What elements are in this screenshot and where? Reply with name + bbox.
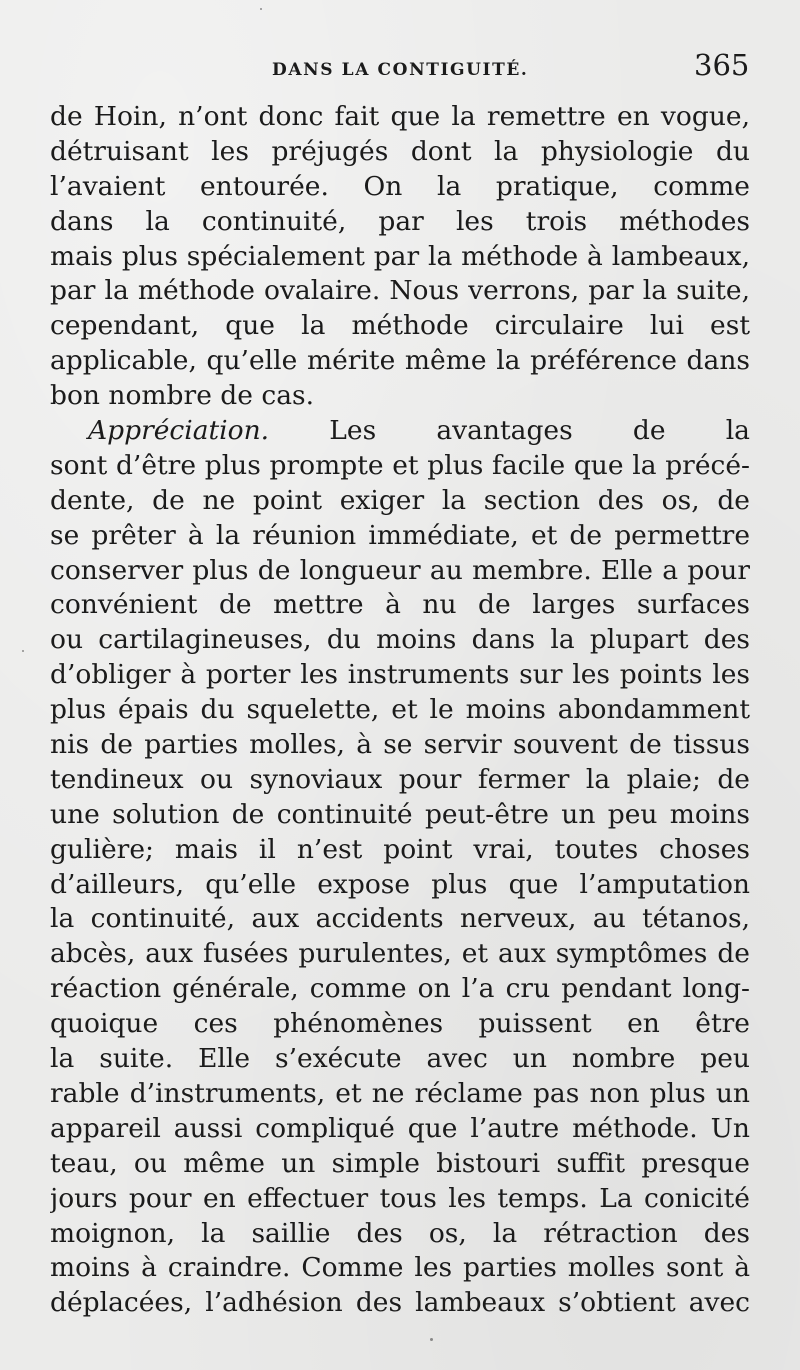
running-title: DANS LA CONTIGUITÉ. bbox=[272, 60, 529, 80]
text-line: de Hoin, n’ont donc fait que la remettre en vogue, bbox=[50, 101, 750, 132]
text-line: réaction générale, comme on l’a cru pendant long- bbox=[50, 973, 750, 1005]
text-line: moins à craindre. Comme les parties molles sont à bbox=[50, 1252, 750, 1284]
text-line: moignon, la saillie des os, la rétraction des bbox=[50, 1217, 750, 1249]
text-line: nis de parties molles, à se servir souvent de tissus bbox=[50, 729, 750, 761]
text-line: cependant, que la méthode circulaire lui est bbox=[50, 310, 750, 342]
text-line: détruisant les préjugés dont la physiologie du bbox=[50, 135, 750, 167]
text-line: d’ailleurs, qu’elle expose plus que l’amputation bbox=[50, 868, 750, 900]
text-line: applicable, qu’elle mérite même la préférence dans bbox=[50, 345, 750, 377]
text-line: par la méthode ovalaire. Nous verrons, par la suite, bbox=[50, 275, 750, 307]
text-line: l’avaient entourée. On la pratique, comme bbox=[50, 170, 750, 202]
text-line: teau, ou même un simple bistouri suffit presque bbox=[50, 1147, 750, 1179]
body-text bbox=[50, 100, 750, 1321]
text-line: convénient de mettre à nu de larges surfaces bbox=[50, 589, 750, 621]
text-line: dans la continuité, par les trois méthodes bbox=[50, 205, 750, 237]
page-header bbox=[0, 48, 800, 88]
text-line: rable d’instruments, et ne réclame pas non plus un bbox=[50, 1077, 750, 1109]
page-number: 365 bbox=[694, 48, 750, 82]
text-line: jours pour en effectuer tous les temps. La conicité bbox=[50, 1182, 750, 1214]
text-line: appareil aussi compliqué que l’autre méthode. Un bbox=[50, 1112, 750, 1144]
scan-speck bbox=[22, 650, 24, 652]
text-line: se prêter à la réunion immédiate, et de permettre bbox=[50, 519, 750, 551]
text-line: dente, de ne point exiger la section des os, de bbox=[50, 484, 750, 516]
text-line: quoique ces phénomènes puissent en être bbox=[50, 1008, 750, 1040]
text-line: sont d’être plus prompte et plus facile que la précé- bbox=[50, 449, 750, 481]
section-lead: Appréciation. bbox=[88, 415, 270, 447]
lead-rest: Les avantages de la bbox=[329, 415, 750, 447]
paragraph-start-line bbox=[50, 414, 750, 449]
text-line: la continuité, aux accidents nerveux, au tétanos, bbox=[50, 903, 750, 935]
scan-speck bbox=[260, 8, 262, 10]
text-line: d’obliger à porter les instruments sur les points les bbox=[50, 659, 750, 691]
text-line: mais plus spécialement par la méthode à lambeaux, bbox=[50, 240, 750, 272]
text-line: conserver plus de longueur au membre. Elle a pour bbox=[50, 554, 750, 586]
text-line: abcès, aux fusées purulentes, et aux symptômes de bbox=[50, 938, 750, 970]
text-line: ou cartilagineuses, du moins dans la plupart des bbox=[50, 624, 750, 656]
text-line: déplacées, l’adhésion des lambeaux s’obtient avec bbox=[50, 1287, 750, 1319]
scan-speck bbox=[430, 1338, 433, 1341]
text-line: plus épais du squelette, et le moins abondamment bbox=[50, 694, 750, 726]
text-line: bon nombre de cas. bbox=[50, 380, 315, 412]
text-line: la suite. Elle s’exécute avec un nombre peu bbox=[50, 1043, 750, 1075]
text-line: gulière; mais il n’est point vrai, toutes choses bbox=[50, 833, 750, 865]
text-line: une solution de continuité peut-être un peu moins bbox=[50, 798, 750, 830]
text-line: tendineux ou synoviaux pour fermer la plaie; de bbox=[50, 763, 750, 795]
